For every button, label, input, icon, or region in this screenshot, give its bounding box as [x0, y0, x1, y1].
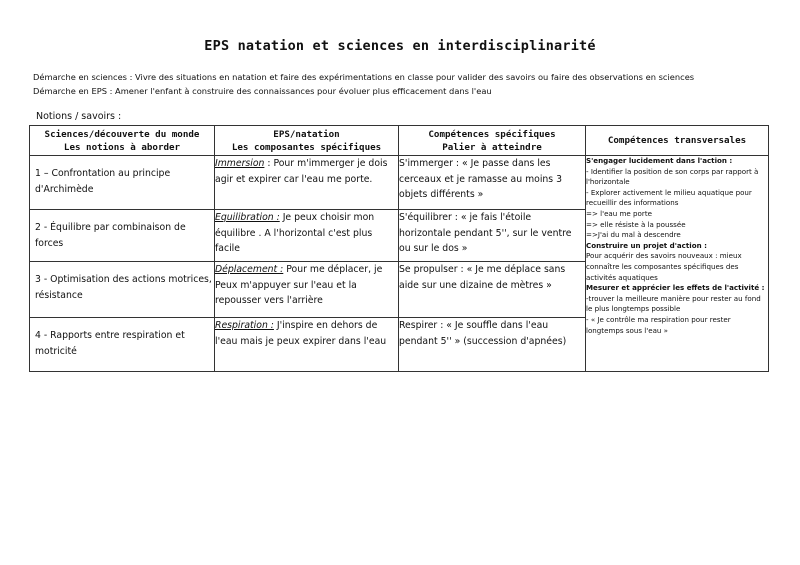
competence-cell: S'immerger : « Je passe dans les cerceaux et je ramasse au moins 3 objets différents » [399, 156, 586, 210]
competences-table [29, 125, 769, 372]
table-row [30, 156, 769, 210]
header-competences-transversales: Compétences transversales [586, 126, 769, 156]
transversal-item: => elle résiste à la poussée [586, 219, 686, 229]
table-header-row [30, 126, 769, 156]
notions-label: Notions / savoirs : [36, 111, 122, 122]
eps-term: Déplacement : [215, 264, 284, 275]
eps-text: : Pour m'immerger je dois agir et expirer car l'eau me porte. [215, 158, 388, 185]
transversal-item: Mesurer et apprécier les effets de l'activité : [586, 283, 765, 293]
transversal-item: - « Je contrôle ma respiration pour rester longtemps sous l'eau » [586, 314, 731, 335]
transversal-item: =>J'ai du mal à descendre [586, 230, 681, 240]
eps-text: Pour me déplacer, je Peux m'appuyer sur l'eau et la repousser vers l'arrière [215, 264, 383, 306]
notion-cell: 1 – Confrontation au principe d'Archimède [30, 156, 215, 210]
transversal-item: Construire un projet d'action : [586, 240, 707, 250]
competence-cell: S'équilibrer : « je fais l'étoile horizontale pendant 5'', sur le ventre ou sur le dos » [399, 210, 586, 262]
eps-cell [215, 156, 399, 210]
document-title: EPS natation et sciences en interdisciplinarité [204, 38, 596, 54]
eps-cell [215, 210, 399, 262]
eps-term: Immersion [215, 158, 265, 169]
eps-text: J'inspire en dehors de l'eau mais je peux expirer dans l'eau [215, 320, 387, 347]
intro-block [33, 70, 773, 98]
eps-cell [215, 318, 399, 372]
transversal-item: => l'eau me porte [586, 208, 652, 218]
intro-eps-line: Démarche en EPS : Amener l'enfant à construire des connaissances pour évoluer plus efficacement dans l'eau [33, 86, 492, 96]
competence-cell: Respirer : « Je souffle dans l'eau pendant 5'' » (succession d'apnées) [399, 318, 586, 372]
transversal-item: -trouver la meilleure manière pour rester au fond le plus longtemps possible [586, 293, 761, 314]
eps-term: Equilibration : [215, 212, 280, 223]
eps-cell [215, 262, 399, 318]
header-eps: EPS/natation Les composantes spécifiques [215, 126, 399, 156]
notion-cell: 3 - Optimisation des actions motrices, résistance [30, 262, 215, 318]
transversal-item: - Explorer activement le milieu aquatique pour recueillir des informations [586, 187, 752, 208]
header-competences-specifiques: Compétences spécifiques Palier à atteindre [399, 126, 586, 156]
eps-text: Je peux choisir mon équilibre . A l'horizontal c'est plus facile [215, 212, 375, 254]
transversal-item: S'engager lucidement dans l'action : [586, 156, 733, 165]
notion-cell: 2 - Équilibre par combinaison de forces [30, 210, 215, 262]
notion-cell: 4 - Rapports entre respiration et motricité [30, 318, 215, 372]
header-sciences: Sciences/découverte du monde Les notions à aborder [30, 126, 215, 156]
competence-cell: Se propulser : « Je me déplace sans aide sur une dizaine de mètres » [399, 262, 586, 318]
transversal-item: Pour acquérir des savoirs nouveaux : mieux connaître les composantes spécifiques des activités aquatiques [586, 251, 742, 282]
transversal-item: - Identifier la position de son corps par rapport à l'horizontale [586, 166, 759, 187]
transversal-cell [586, 156, 769, 372]
intro-sciences-line: Démarche en sciences : Vivre des situations en natation et faire des expérimentations en classe pour valider des savoirs ou faire des observations en sciences [33, 72, 695, 82]
eps-term: Respiration : [215, 320, 274, 331]
